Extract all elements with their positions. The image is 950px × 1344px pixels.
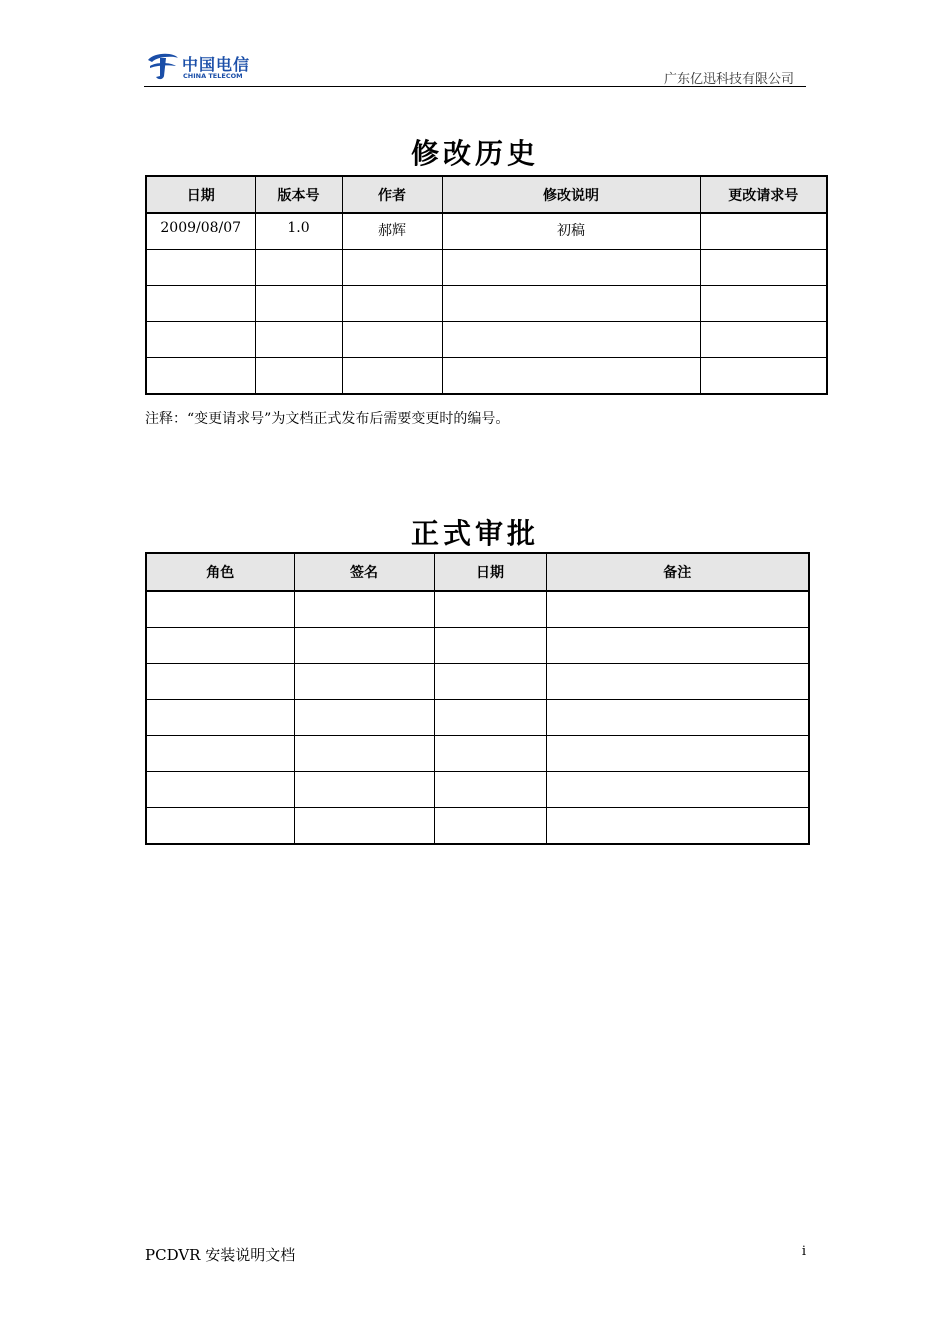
approval-title: 正式审批	[410, 517, 539, 550]
table-row	[146, 591, 809, 628]
cell	[442, 358, 700, 395]
cell	[255, 250, 342, 286]
cell	[546, 700, 809, 736]
cell	[434, 700, 546, 736]
table-row	[146, 664, 809, 700]
table-row	[146, 628, 809, 664]
table-header-row	[146, 176, 827, 213]
cell	[294, 772, 434, 808]
table-row	[146, 358, 827, 395]
col-header-role: 角色	[146, 553, 294, 591]
table-row	[146, 213, 827, 250]
cell: 2009/08/07	[146, 213, 255, 250]
cell	[294, 736, 434, 772]
cell	[146, 628, 294, 664]
cell: 初稿	[442, 213, 700, 250]
approval-table	[145, 552, 810, 845]
table-row	[146, 250, 827, 286]
cell	[294, 591, 434, 628]
cell	[146, 664, 294, 700]
cell	[546, 736, 809, 772]
cell	[294, 628, 434, 664]
cell	[434, 772, 546, 808]
revision-history-table	[145, 175, 828, 395]
cell	[434, 628, 546, 664]
cell	[342, 358, 442, 395]
cell: 1.0	[255, 213, 342, 250]
cell	[255, 322, 342, 358]
cell	[434, 664, 546, 700]
cell	[700, 322, 827, 358]
cell	[700, 358, 827, 395]
cell	[442, 250, 700, 286]
china-telecom-swirl-icon	[146, 50, 180, 82]
col-header-change-desc: 修改说明	[442, 176, 700, 213]
col-header-change-request: 更改请求号	[700, 176, 827, 213]
cell	[700, 286, 827, 322]
cell	[294, 700, 434, 736]
logo-cn-text: 中国电信	[182, 55, 251, 74]
cell	[146, 736, 294, 772]
cell	[546, 772, 809, 808]
cell	[434, 736, 546, 772]
cell	[146, 808, 294, 845]
table-row	[146, 286, 827, 322]
china-telecom-logo	[146, 50, 266, 84]
col-header-remarks: 备注	[546, 553, 809, 591]
cell	[700, 250, 827, 286]
cell	[146, 591, 294, 628]
company-name: 广东亿迅科技有限公司	[663, 72, 794, 87]
cell	[342, 250, 442, 286]
table-row	[146, 322, 827, 358]
header-rule	[144, 86, 806, 87]
cell	[146, 700, 294, 736]
history-title: 修改历史	[410, 137, 539, 170]
cell	[146, 286, 255, 322]
col-header-author: 作者	[342, 176, 442, 213]
footer-doc-name: PCDVR 安装说明文档	[145, 1246, 296, 1264]
cell	[434, 591, 546, 628]
logo-en-text: CHINA TELECOM	[183, 72, 243, 80]
table-header-row	[146, 553, 809, 591]
cell	[146, 358, 255, 395]
cell	[294, 664, 434, 700]
cell	[342, 286, 442, 322]
change-request-note: 注释：“变更请求号”为文档正式发布后需要变更时的编号。	[145, 411, 510, 427]
col-header-signature: 签名	[294, 553, 434, 591]
cell	[546, 628, 809, 664]
cell	[546, 591, 809, 628]
col-header-date: 日期	[434, 553, 546, 591]
table-row	[146, 736, 809, 772]
table-row	[146, 700, 809, 736]
cell	[255, 286, 342, 322]
cell	[546, 664, 809, 700]
cell	[255, 358, 342, 395]
cell	[442, 322, 700, 358]
cell	[294, 808, 434, 845]
table-row	[146, 808, 809, 845]
cell	[546, 808, 809, 845]
cell: 郝辉	[342, 213, 442, 250]
cell	[342, 322, 442, 358]
col-header-date: 日期	[146, 176, 255, 213]
cell	[700, 213, 827, 250]
col-header-version: 版本号	[255, 176, 342, 213]
cell	[146, 322, 255, 358]
page-number: i	[801, 1244, 806, 1259]
cell	[146, 250, 255, 286]
cell	[434, 808, 546, 845]
cell	[146, 772, 294, 808]
cell	[442, 286, 700, 322]
table-row	[146, 772, 809, 808]
